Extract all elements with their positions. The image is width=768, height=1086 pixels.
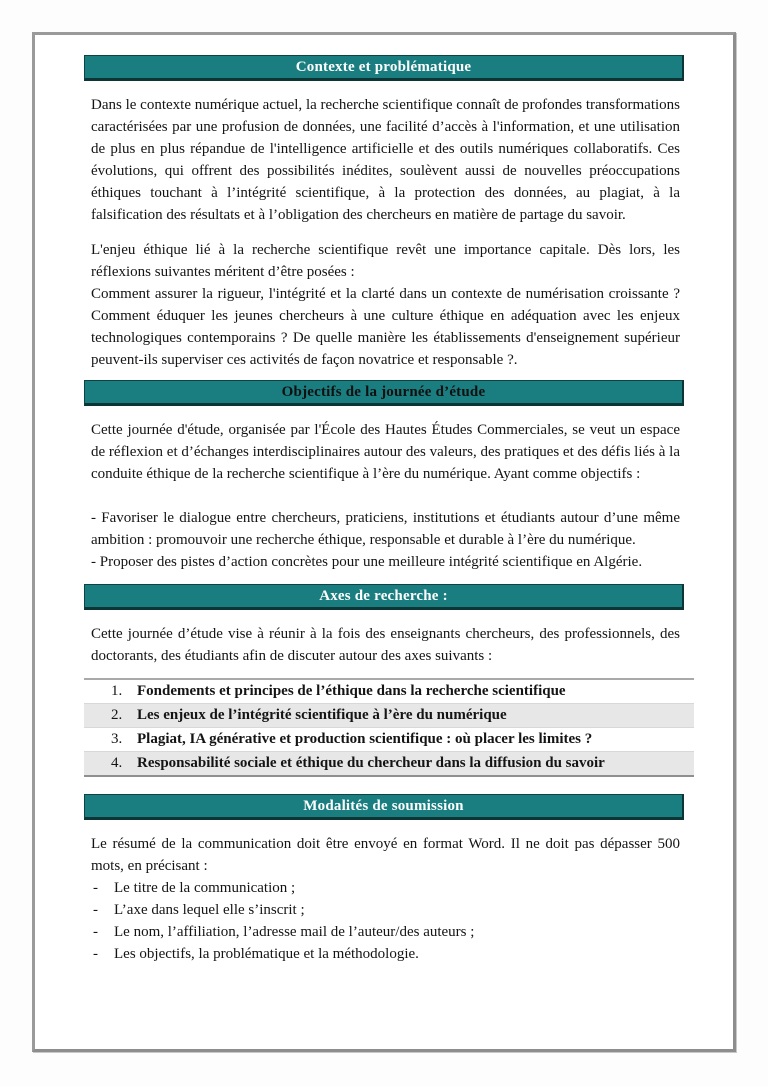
- axis-row-2: [84, 703, 694, 727]
- contexte-paragraph-1: [91, 94, 680, 226]
- axis-row-4: [84, 751, 694, 775]
- list-item-text: Le nom, l’affiliation, l’adresse mail de l’auteur/des auteurs ;: [114, 924, 475, 940]
- section-banner-modalites: Modalités de soumission: [84, 794, 684, 820]
- axis-label: Plagiat, IA générative et production scientifique : où placer les limites ?: [137, 731, 593, 747]
- axis-number: 3.: [111, 731, 123, 747]
- section-banner-axes: Axes de recherche :: [84, 584, 684, 610]
- axes-list: [84, 678, 694, 777]
- axis-label: Responsabilité sociale et éthique du chercheur dans la diffusion du savoir: [137, 755, 605, 771]
- dash-bullet: -: [93, 946, 98, 962]
- paragraph-text: L'enjeu éthique lié à la recherche scientifique revêt une importance capitale. Dès lors, les réflexions suivantes méritent d’être posées :: [91, 242, 680, 280]
- dash-bullet: -: [93, 880, 98, 896]
- objectifs-paragraph: [91, 419, 680, 485]
- list-item: [93, 922, 686, 943]
- list-item-text: L’axe dans lequel elle s’inscrit ;: [114, 902, 305, 918]
- axis-number: 4.: [111, 755, 123, 771]
- axis-row-3: [84, 727, 694, 751]
- list-item-text: Les objectifs, la problématique et la méthodologie.: [114, 946, 419, 962]
- list-item: [93, 900, 686, 921]
- axis-label: Les enjeux de l’intégrité scientifique à l’ère du numérique: [137, 707, 507, 723]
- paragraph-text: Le résumé de la communication doit être envoyé en format Word. Il ne doit pas dépasser 500 mots, en précisant :: [91, 836, 680, 874]
- section-banner-contexte: Contexte et problématique: [84, 55, 684, 81]
- section-banner-objectifs: Objectifs de la journée d’étude: [84, 380, 684, 406]
- dash-bullet: -: [93, 924, 98, 940]
- paragraph-text: Dans le contexte numérique actuel, la recherche scientifique connaît de profondes transformations caractérisées par une profusion de données, une facilité d’accès à l'information, et une utilisation de plus en plus répandue de l'intelligence artificielle et des outils numériques collaboratifs. Ces évolutions, qui offrent des possibilités inédites, soulèvent aussi de nouvelles préoccupations éthiques touchant à l’intégrité scientifique, à la protection des données, au plagiat, à la falsification des résultats et à l’obligation des chercheurs en matière de partage du savoir.: [91, 97, 680, 223]
- dash-bullet: -: [93, 902, 98, 918]
- list-item: [93, 878, 686, 899]
- paragraph-text: Cette journée d'étude, organisée par l'École des Hautes Études Commerciales, se veut un espace de réflexion et d’échanges interdisciplinaires autour des valeurs, des pratiques et des défis liés à la conduite éthique de la recherche scientifique à l’ère du numérique. Ayant comme objectifs :: [91, 422, 680, 482]
- paragraph-text: Comment assurer la rigueur, l'intégrité et la clarté dans un contexte de numérisation croissante ? Comment éduquer les jeunes chercheurs à une culture éthique en adéquation avec les enjeux technologiques contemporains ? De quelle manière les établissements d'enseignement supérieur peuvent-ils superviser ces activités de façon novatrice et responsable ?.: [91, 286, 680, 368]
- goal-item: - Proposer des pistes d’action concrètes pour une meilleure intégrité scientifique en Algérie.: [91, 554, 643, 570]
- modalites-list: [84, 878, 686, 965]
- axes-intro-paragraph: [91, 623, 680, 667]
- page-border-frame: [32, 32, 736, 1052]
- list-item: [93, 944, 686, 965]
- list-item-text: Le titre de la communication ;: [114, 880, 296, 896]
- goal-item: - Favoriser le dialogue entre chercheurs, praticiens, institutions et étudiants autour d’une même ambition : promouvoir une recherche éthique, responsable et durable à l’ère du numérique.: [91, 510, 680, 548]
- contexte-paragraph-2: [91, 239, 680, 371]
- axis-number: 1.: [111, 683, 123, 699]
- paragraph-text: Cette journée d’étude vise à réunir à la fois des enseignants chercheurs, des professionnels, des doctorants, des étudiants afin de discuter autour des axes suivants :: [91, 626, 680, 664]
- axis-row-1: [84, 680, 694, 703]
- axis-label: Fondements et principes de l’éthique dans la recherche scientifique: [137, 683, 566, 699]
- modalites-intro-paragraph: [91, 833, 680, 877]
- objectifs-goals: [91, 507, 680, 573]
- axis-number: 2.: [111, 707, 123, 723]
